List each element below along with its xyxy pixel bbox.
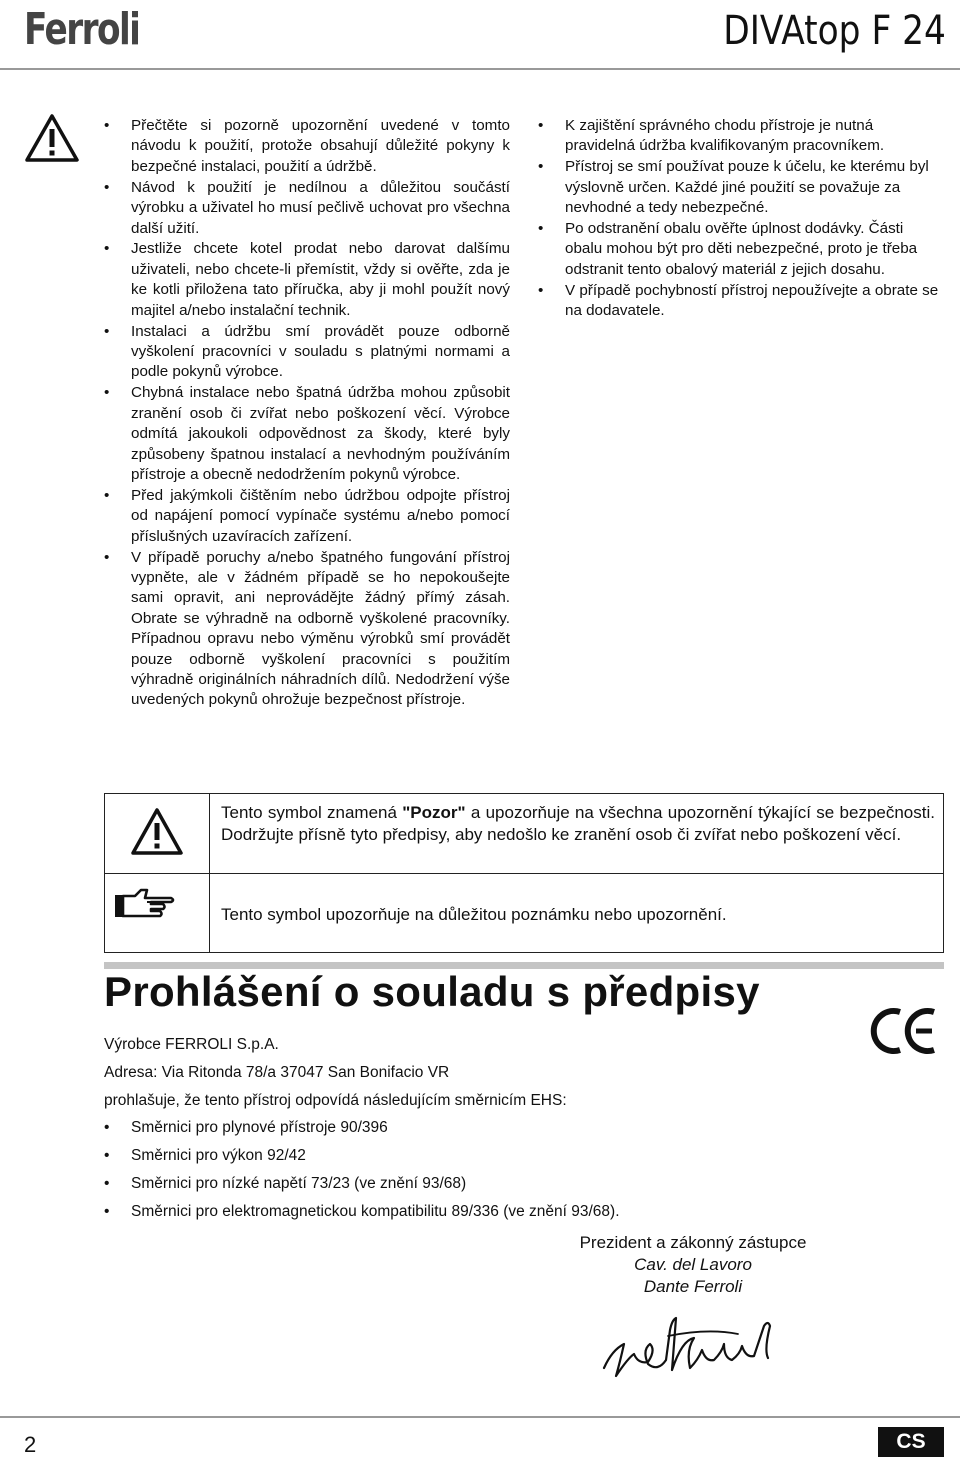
header-rule [0,68,960,70]
list-item: • Směrnici pro nízké napětí 73/23 (ve znění 93/68) [104,1174,804,1202]
list-item: • Směrnici pro plynové přístroje 90/396 [104,1118,804,1146]
note-symbol-description: Tento symbol upozorňuje na důležitou poznámku nebo upozornění. [221,905,727,924]
list-item: • Návod k použití je nedílnou a důležitou součástí výrobku a uživatel ho musí pečlivě uchovat pro všechna další užití. [104,178,510,239]
warning-symbol-description [221,802,935,846]
ferroli-logo: Ferroli [24,4,140,55]
list-item: • Přečtěte si pozorně upozornění uvedené v tomto návodu k použití, protože obsahují důležité pokyny k bezpečné instalaci, použití a údržbě. [104,116,510,177]
declaration-heading: Prohlášení o souladu s předpisy [104,968,760,1015]
list-item: • Instalaci a údržbu smí provádět pouze odborně vyškolení pracovníci v souladu s platnými normami a podle pokynů výrobce. [104,322,510,383]
list-item: • Po odstranění obalu ověřte úplnost dodávky. Části obalu mohou být pro děti nebezpečné, proto je třeba odstranit tento obalový materiál z jejich dosahu. [538,219,944,280]
declaration-statement: prohlašuje, že tento přístroj odpovídá následujícím směrnicím EHS: [104,1092,567,1109]
warning-triangle-icon [24,113,80,163]
warning-text-part: a upozorňuje na všechna upozornění týkající se bezpečnosti. Dodržujte přísně tyto předpisy, aby nedošlo ke zranění osob či zvířat nebo poškození věcí. [221,803,935,844]
list-item: • Před jakýmkoli čištěním nebo údržbou odpojte přístroj od napájení pomocí vypínače systému a/nebo pomocí příslušných uzavíracích zařízení. [104,486,510,547]
manufacturer: Výrobce FERROLI S.p.A. [104,1036,279,1053]
list-item: • V případě pochybností přístroj nepoužívejte a obrate se na dodavatele. [538,281,944,322]
footer-rule [0,1416,960,1418]
intro-right-column [538,116,944,322]
list-item: • Přístroj se smí používat pouze k účelu, ke kterému byl výslovně určen. Každé jiné použití se považuje za nevhodné a tedy nebezpečné. [538,157,944,218]
list-item: • Jestliže chcete kotel prodat nebo darovat dalšímu uživateli, nebo chcete-li přemístit, vždy si ověřte, zda je ke kotli přiložena tato příručka, aby ji mohl použít nový majitel a/nebo instalační technik. [104,239,510,321]
handwritten-signature [598,1310,782,1390]
note-symbol-row [105,874,943,952]
list-item: • Chybná instalace nebo špatná údržba mohou způsobit zranění osob či zvířat nebo poškození věcí. Výrobce odmítá jakoukoli odpovědnost za škody, které byly způsobeny špatnou instalací a nevhodným používáním přístroje a obecně nedodržením pokynů výrobce. [104,383,510,485]
list-item: • K zajištění správného chodu přístroje je nutná pravidelná údržba kvalifikovaným pracovníkem. [538,116,944,157]
intro-left-column [104,116,510,711]
signatory-honor: Cav. del Lavoro [634,1255,752,1274]
warning-symbol-row [105,794,943,874]
signatory-block [548,1232,838,1298]
page-number: 2 [24,1432,37,1457]
pointing-hand-icon [105,886,209,926]
list-item: • Směrnici pro výkon 92/42 [104,1146,804,1174]
model-title: DIVAtop F 24 [723,8,946,54]
directive-list [104,1118,804,1230]
language-badge: CS [878,1427,944,1457]
list-item: • Směrnici pro elektromagnetickou kompatibilitu 89/336 (ve znění 93/68). [104,1202,804,1230]
signatory-title: Prezident a zákonný zástupce [579,1233,807,1252]
warning-text-part: Tento symbol znamená [221,803,403,822]
warning-keyword: "Pozor" [402,803,466,822]
symbol-legend-table [104,793,944,953]
warning-triangle-icon [105,807,209,857]
list-item: • V případě poruchy a/nebo špatného fungování přístroj vypněte, ale v žádném případě se ho nepokoušejte sami opravit, ani neprovádějte žádný přímý zásah. Obrate se výhradně na odborně vyškolené pracovníky. Případnou opravu nebo výměnu výrobků smí provádět pouze odborně vyškolení pracovníci s použitím výhradně originálních náhradních dílů. Nedodržení výše uvedených pokynů ohrožuje bezpečnost přístroje. [104,548,510,711]
address: Adresa: Via Ritonda 78/a 37047 San Bonifacio VR [104,1064,450,1081]
page-header [0,0,960,70]
ce-mark-icon [870,1006,938,1056]
signatory-name: Dante Ferroli [643,1277,743,1296]
